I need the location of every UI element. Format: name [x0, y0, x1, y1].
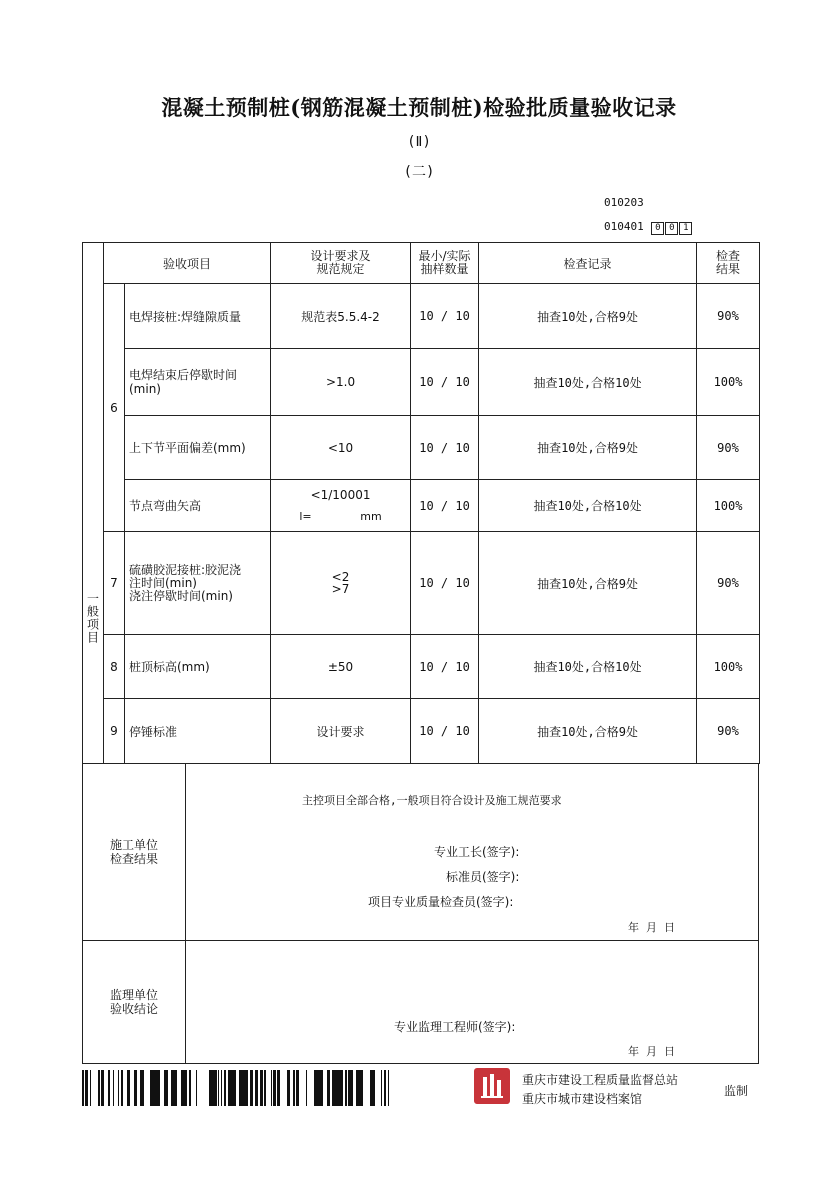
item-requirement: ±50: [271, 635, 411, 699]
header-sample-qty: 最小/实际 抽样数量: [411, 243, 479, 284]
barcode-icon: [82, 1070, 392, 1106]
requirement-unit: mm: [360, 509, 382, 523]
item-requirement: [271, 480, 411, 532]
form-code-2-text: 010401: [604, 220, 644, 233]
item-qty: 10 / 10: [411, 284, 479, 349]
subtitle-roman: (Ⅱ): [407, 134, 431, 150]
item-qty: 10 / 10: [411, 532, 479, 635]
item-name: 上下节平面偏差(mm): [125, 416, 271, 480]
supervision-engineer-signature: 专业监理工程师(签字):: [394, 1020, 516, 1034]
item-qty: 10 / 10: [411, 349, 479, 416]
item-name: 硫磺胶泥接桩:胶泥浇 注时间(min) 浇注停歇时间(min): [125, 532, 271, 635]
item-result: 90%: [697, 532, 760, 635]
table-row: [83, 532, 760, 635]
subtitle-chinese: (二): [403, 164, 435, 180]
item-result: 100%: [697, 480, 760, 532]
supervision-label: 监理单位 验收结论: [109, 988, 158, 1016]
form-code-2: [604, 220, 692, 235]
table-row: [83, 416, 760, 480]
item-qty: 10 / 10: [411, 635, 479, 699]
footer-made-by: 监制: [724, 1084, 749, 1098]
item-record: 抽查10处,合格9处: [479, 416, 697, 480]
item-result: 100%: [697, 349, 760, 416]
item-qty: 10 / 10: [411, 416, 479, 480]
supervision-date: 年 月 日: [628, 1045, 675, 1058]
logo-icon: [474, 1068, 510, 1104]
item-record: 抽查10处,合格9处: [479, 699, 697, 764]
item-name: 电焊接桩:焊缝隙质量: [125, 284, 271, 349]
item-requirement: 设计要求: [271, 699, 411, 764]
standard-officer-signature: 标准员(签字):: [446, 870, 520, 884]
item-requirement: <2 >7: [271, 532, 411, 635]
item-record: 抽查10处,合格9处: [479, 284, 697, 349]
category-label: 一般项目: [85, 592, 100, 644]
footer-org-2: 重庆市城市建设档案馆: [522, 1092, 643, 1106]
code-box: 1: [679, 222, 692, 235]
item-requirement: 规范表5.5.4-2: [271, 284, 411, 349]
table-row: [83, 480, 760, 532]
quality-inspector-signature: 项目专业质量检查员(签字):: [368, 895, 514, 909]
item-requirement: >1.0: [271, 349, 411, 416]
requirement-length-label: l=: [299, 509, 312, 523]
header-result: 检查 结果: [697, 243, 760, 284]
item-name: 停锤标准: [125, 699, 271, 764]
item-result: 100%: [697, 635, 760, 699]
item-requirement: <10: [271, 416, 411, 480]
row-number: 8: [104, 635, 125, 699]
item-result: 90%: [697, 416, 760, 480]
item-qty: 10 / 10: [411, 480, 479, 532]
item-record: 抽查10处,合格10处: [479, 635, 697, 699]
header-record: 检查记录: [479, 243, 697, 284]
table-row: [83, 635, 760, 699]
item-record: 抽查10处,合格10处: [479, 349, 697, 416]
table-row: [83, 284, 760, 349]
construction-label: 施工单位 检查结果: [109, 838, 158, 866]
item-qty: 10 / 10: [411, 699, 479, 764]
header-item: 验收项目: [104, 243, 271, 284]
table-row: [83, 349, 760, 416]
form-code-1: 010203: [604, 196, 644, 209]
header-requirement: 设计要求及 规范规定: [271, 243, 411, 284]
construction-date: 年 月 日: [628, 921, 675, 934]
row-number: 9: [104, 699, 125, 764]
document-title: 混凝土预制桩(钢筋混凝土预制桩)检验批质量验收记录: [161, 95, 677, 120]
foreman-signature: 专业工长(签字):: [434, 845, 520, 859]
row-number: 6: [104, 284, 125, 532]
item-result: 90%: [697, 699, 760, 764]
item-name: 桩顶标高(mm): [125, 635, 271, 699]
construction-conclusion: 主控项目全部合格,一般项目符合设计及施工规范要求: [302, 794, 562, 807]
requirement-ratio: <1/10001: [310, 487, 371, 502]
item-name: 节点弯曲矢高: [125, 480, 271, 532]
item-record: 抽查10处,合格9处: [479, 532, 697, 635]
category-cell: [83, 243, 104, 764]
item-result: 90%: [697, 284, 760, 349]
code-box: 0: [665, 222, 678, 235]
row-number: 7: [104, 532, 125, 635]
inspection-table: [82, 242, 760, 764]
item-record: 抽查10处,合格10处: [479, 480, 697, 532]
code-box: 0: [651, 222, 664, 235]
footer-org-1: 重庆市建设工程质量监督总站: [522, 1073, 679, 1087]
item-name: 电焊结束后停歇时间 (min): [125, 349, 271, 416]
table-row: [83, 699, 760, 764]
